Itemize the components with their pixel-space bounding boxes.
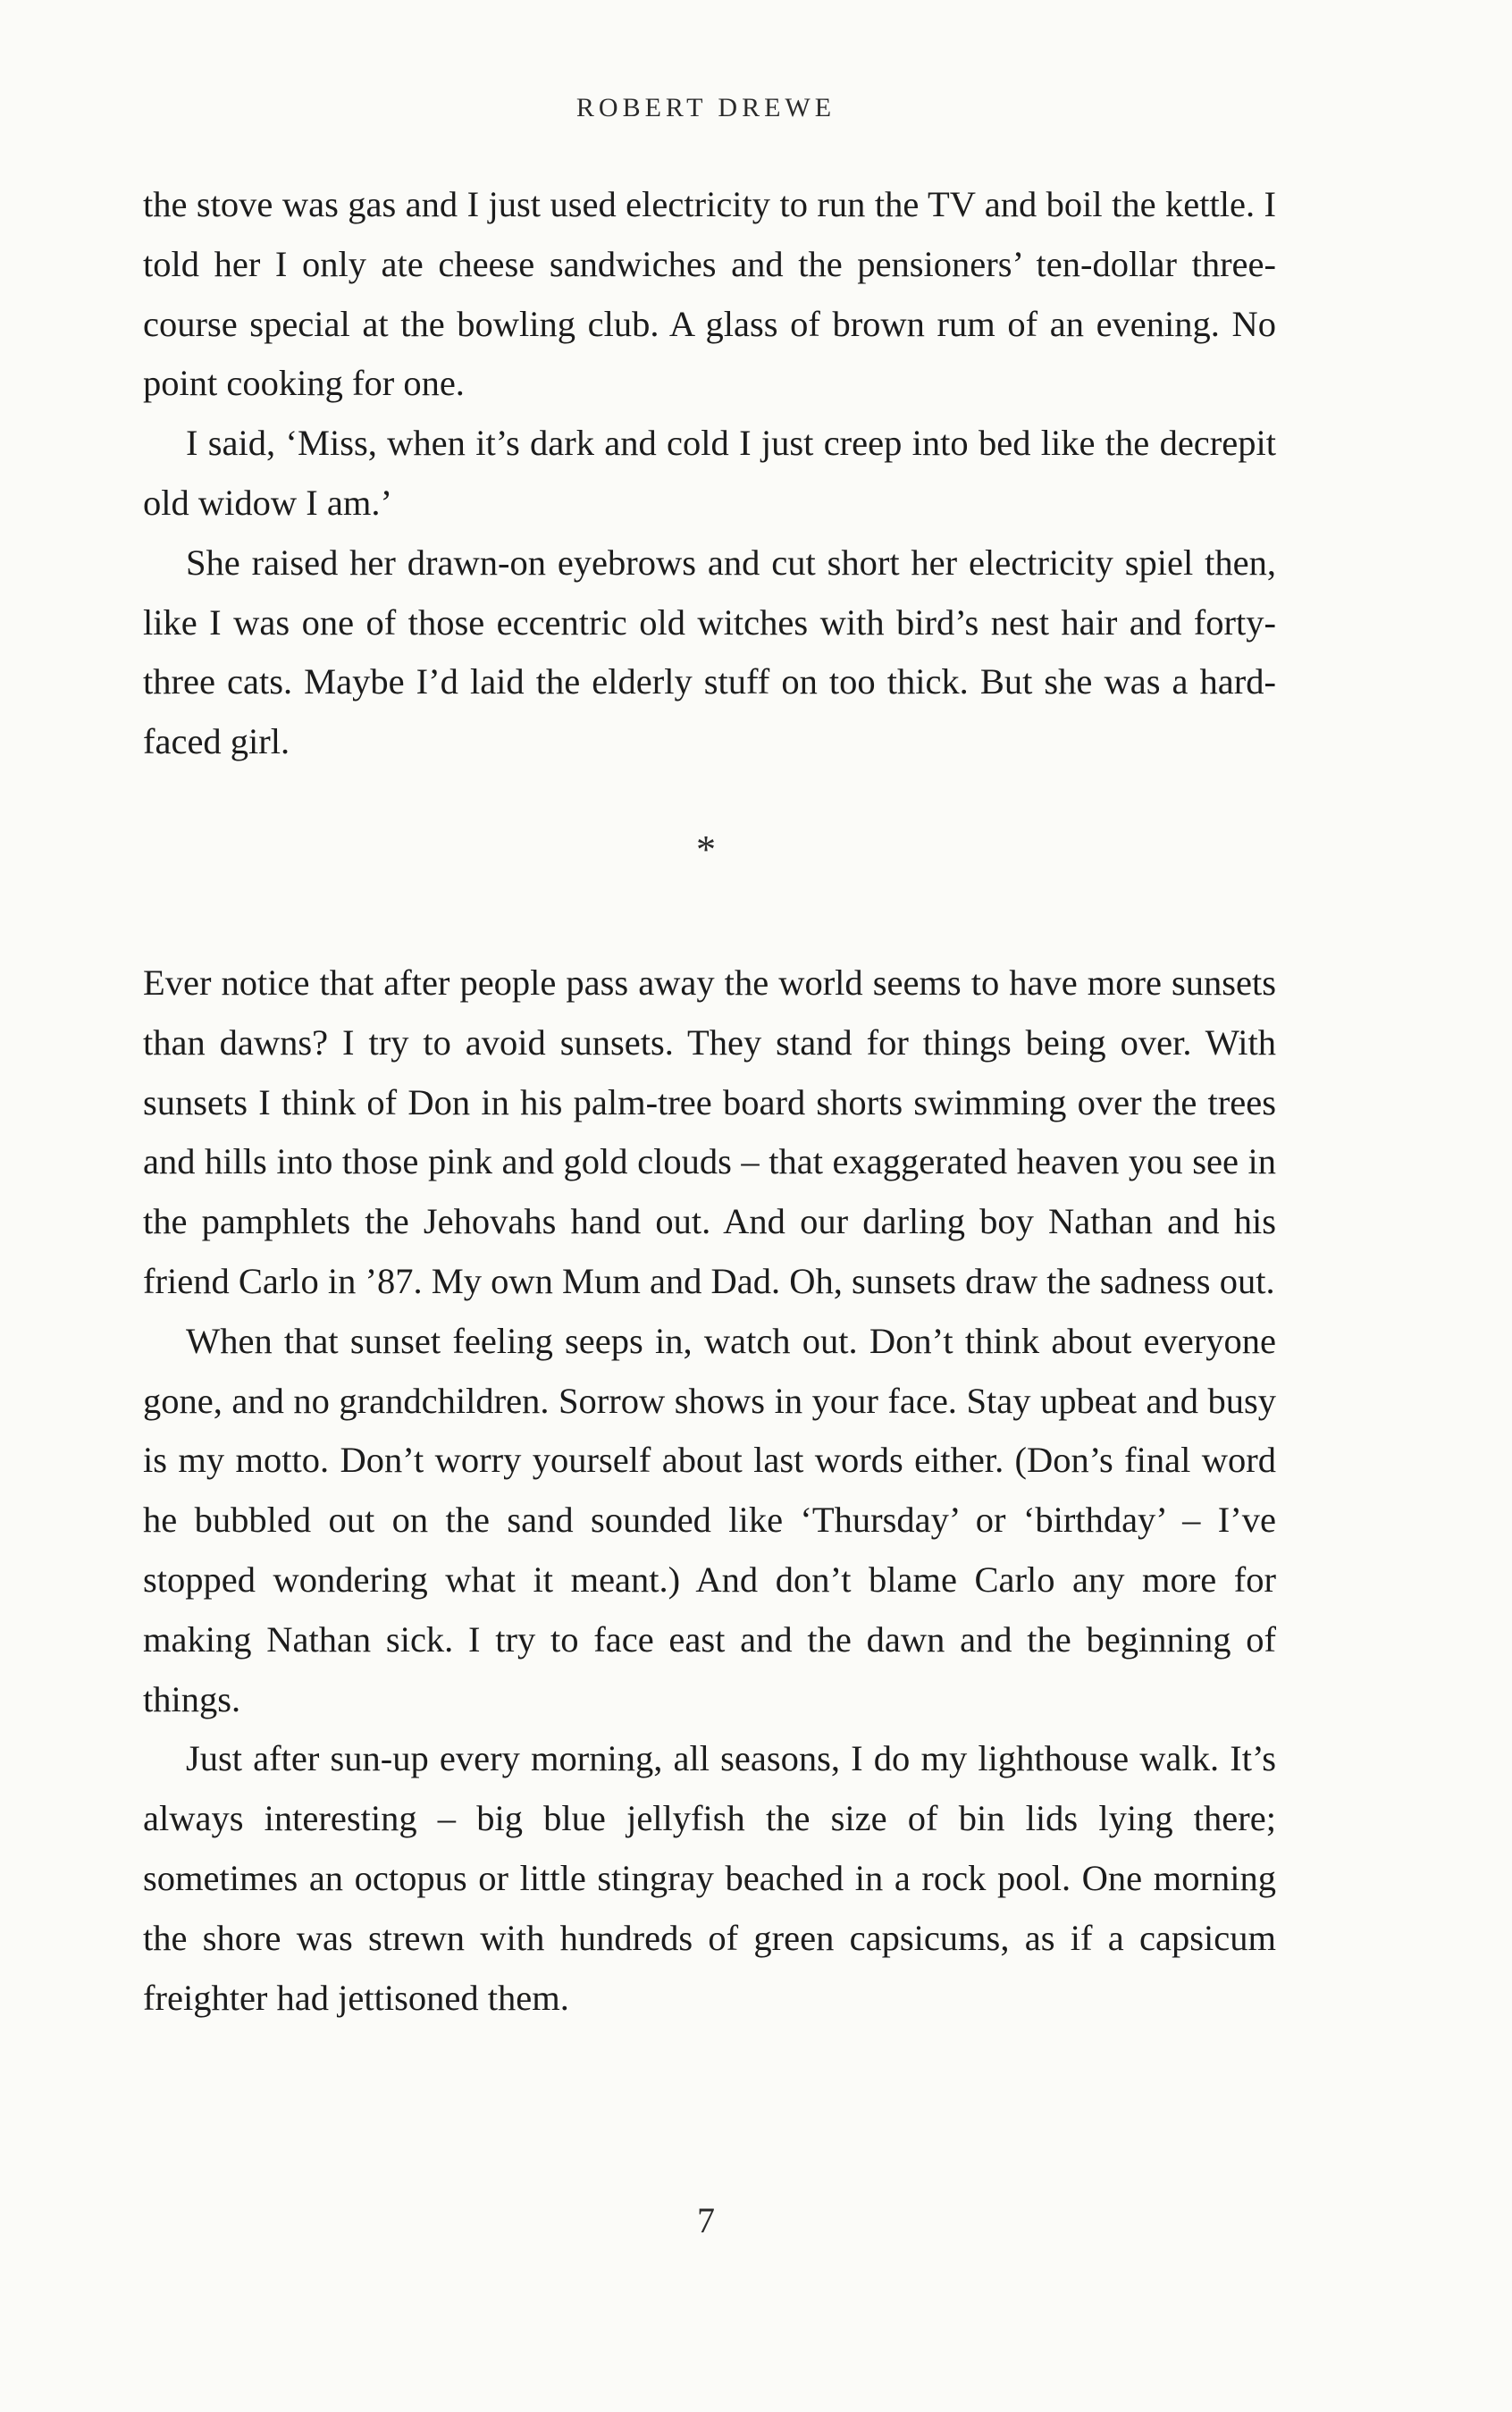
- paragraph: When that sunset feeling seeps in, watch out. Don’t think about everyone gone, and no grandchildren. Sorrow shows in your face. Stay upbeat and busy is my motto. Don’t worry yourself about last words either. (Don’s final word he bubbled out on the sand sounded like ‘Thursday’ or ‘birthday’ – I’ve stopped wondering what it meant.) And don’t blame Carlo any more for making Nathan sick. I try to face east and the dawn and the beginning of things.: [143, 1320, 1276, 1719]
- paragraph-section-opening: Ever notice that after people pass away the world seems to have more sunsets than dawns? I try to avoid sunsets. They stand for things being over. With sunsets I think of Don in his palm-tree board shorts swimming over the trees and hills into those pink and gold clouds – that exaggerated heaven you see in the pamphlets the Jehovahs hand out. And our darling boy Nathan and his friend Carlo in ’87. My own Mum and Dad. Oh, sunsets draw the sadness out.: [143, 962, 1276, 1301]
- page-number: 7: [697, 2200, 715, 2240]
- text-block-before-break: [143, 175, 1276, 772]
- paragraph: She raised her drawn-on eyebrows and cut short her electricity spiel then, like I was one of those eccentric old witches with bird’s nest hair and forty-three cats. Maybe I’d laid the elderly stuff on too thick. But she was a hard-faced girl.: [143, 542, 1276, 762]
- paragraph: I said, ‘Miss, when it’s dark and cold I just creep into bed like the decrepit old widow I am.’: [143, 423, 1276, 523]
- text-block-after-break: [143, 954, 1276, 2028]
- paragraph: Just after sun-up every morning, all seasons, I do my lighthouse walk. It’s always interesting – big blue jellyfish the size of bin lids lying there; sometimes an octopus or little stingray beached in a rock pool. One morning the shore was strewn with hundreds of green capsicums, as if a capsicum freighter had jettisoned them.: [143, 1738, 1276, 2018]
- paragraph-continuation: the stove was gas and I just used electricity to run the TV and boil the kettle. I told her I only ate cheese sandwiches and the pensioners’ ten-dollar three-course special at the bowling club. A glass of brown rum of an evening. No point cooking for one.: [143, 184, 1276, 404]
- running-head: ROBERT DREWE: [575, 93, 836, 122]
- section-break-asterisk: *: [696, 828, 716, 871]
